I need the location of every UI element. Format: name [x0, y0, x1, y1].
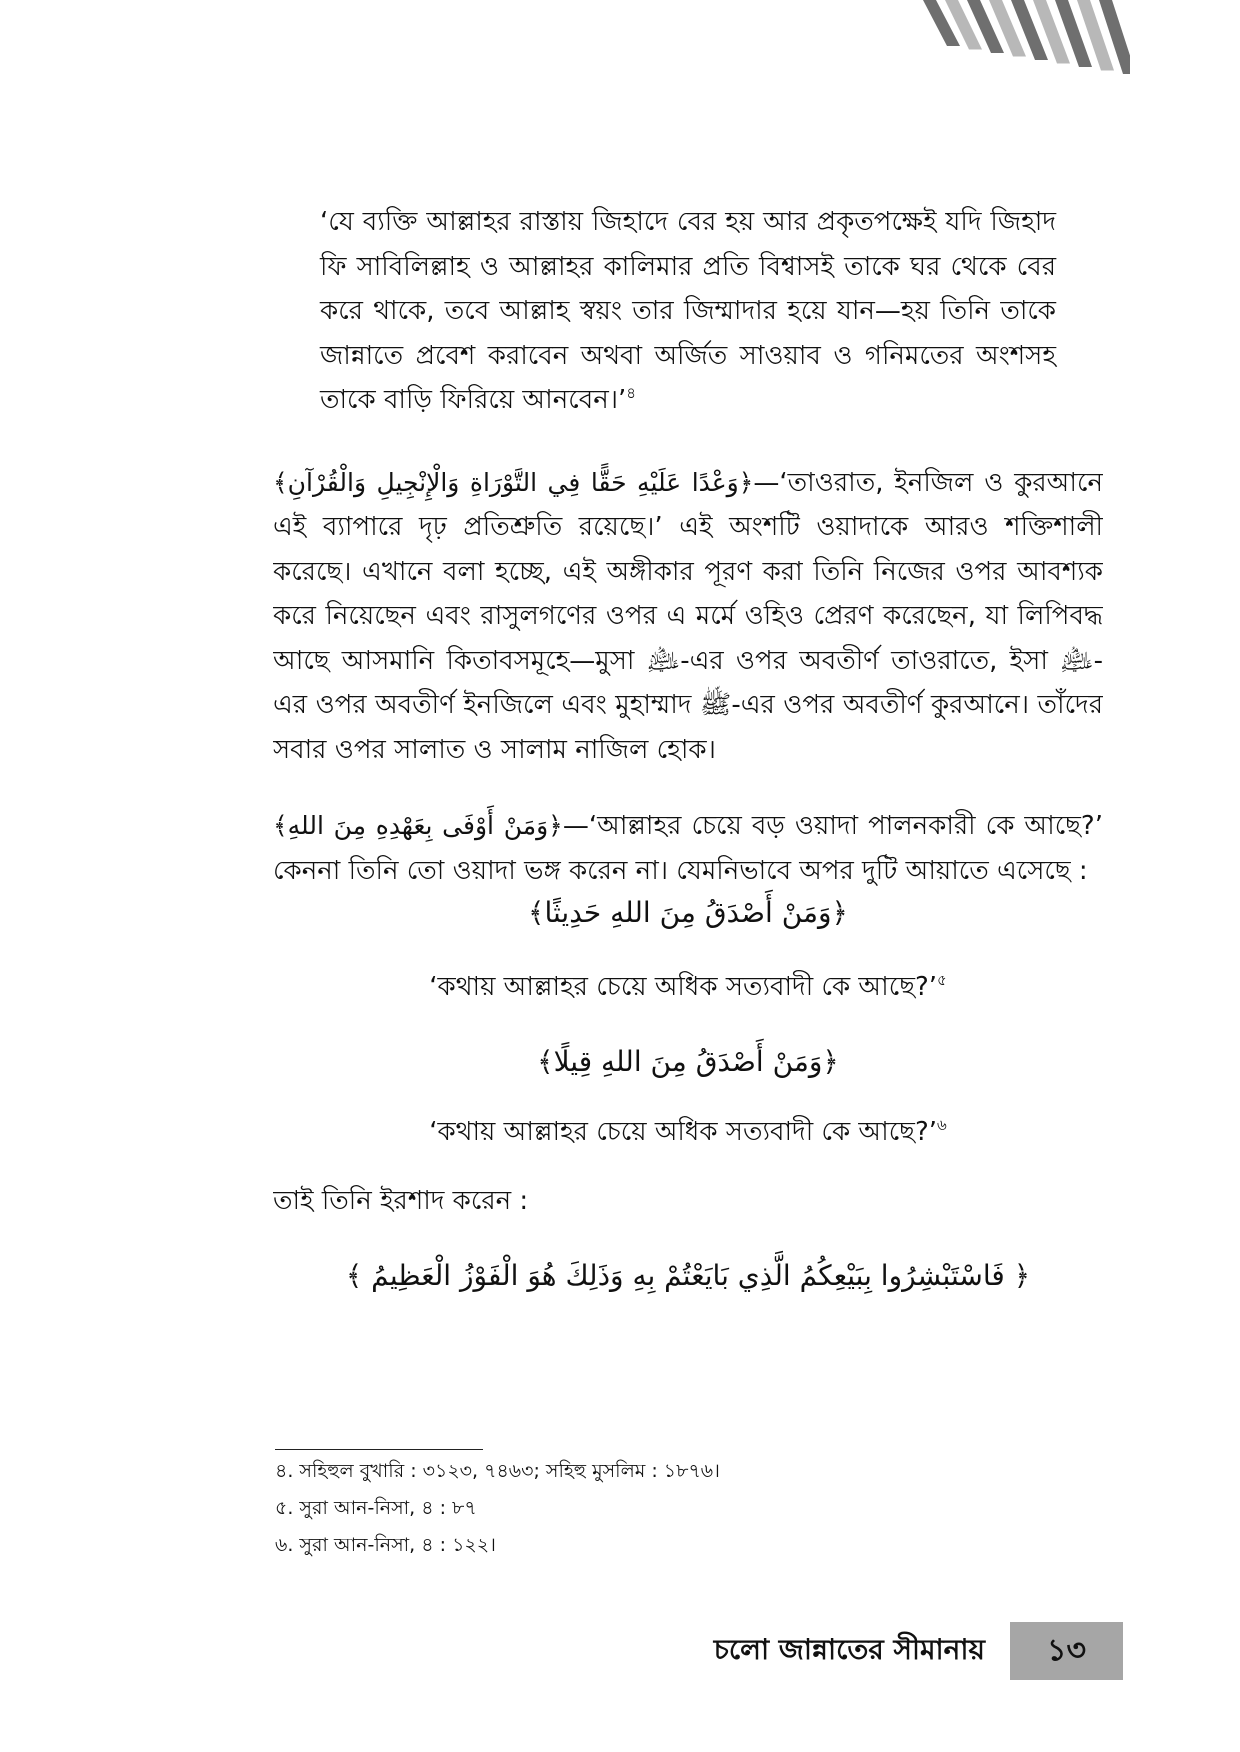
footnotes	[275, 1453, 975, 1564]
corner-stripes-decoration	[915, 0, 1130, 80]
footnote-ref: ৪	[626, 384, 637, 402]
paragraph-text: —‘তাওরাত, ইনজিল ও কুরআনে এই ব্যাপারে দৃঢ় প্রতিশ্রুতি রয়েছে।’ এই অংশটি ওয়াদাকে আরও শক্তিশালী করেছে। এখানে বলা হচ্ছে, এই অঙ্গীকার পূরণ করা তিনি নিজের ওপর আবশ্যক করে নিয়েছেন এবং রাসুলগণের ওপর এ মর্মে ওহিও প্রেরণ করেছেন, যা লিপিবদ্ধ আছে আসমানি কিতাবসমূহে—মুসা ﵇-এর ওপর অবতীর্ণ তাওরাতে, ইসা ﵇-এর ওপর অবতীর্ণ ইনজিলে এবং মুহাম্মাদ ﷺ-এর ওপর অবতীর্ণ কুরআনে। তাঁদের সবার ওপর সালাত ও সালাম নাজিল হোক।	[273, 467, 1103, 765]
paragraph-text: —‘আল্লাহর চেয়ে বড় ওয়াদা পালনকারী কে আছে?’ কেননা তিনি তো ওয়াদা ভঙ্গ করেন না। যেমনিভাবে অপর দুটি আয়াতে এসেছে :	[273, 811, 1103, 886]
page-number: ১৩	[1047, 1632, 1086, 1668]
arabic-verse: ﴿وَمَنْ أَصْدَقُ مِنَ اللهِ قِيلًا﴾	[537, 1044, 839, 1078]
footnote-divider	[275, 1449, 483, 1450]
page-body	[273, 200, 1103, 1298]
arabic-verse-inline: ﴿وَعْدًا عَلَيْهِ حَقًّا فِي التَّوْرَاةِ وَالْإِنْجِيلِ وَالْقُرْآنِ﴾	[273, 467, 754, 497]
footnote: ৬. সুরা আন-নিসা, ৪ : ১২২।	[275, 1534, 496, 1556]
paragraph-promise-in-scriptures	[273, 461, 1103, 773]
lead-in-text: তাই তিনি ইরশাদ করেন :	[273, 1186, 529, 1216]
page-number-badge	[1010, 1622, 1123, 1680]
footnote-ref: ৬	[937, 1115, 947, 1134]
translation-text: ‘কথায় আল্লাহর চেয়ে অধিক সত্যবাদী কে আছে?’	[429, 1116, 938, 1147]
running-footer-book-title: চলো জান্নাতের সীমানায়	[713, 1633, 985, 1666]
verse-translation	[273, 965, 1103, 1010]
footnote: ৫. সুরা আন-নিসা, ৪ : ৮৭	[275, 1497, 477, 1519]
arabic-verse: ﴿وَمَنْ أَصْدَقُ مِنَ اللهِ حَدِيثًا﴾	[528, 896, 848, 929]
quote-text: ‘যে ব্যক্তি আল্লাহর রাস্তায় জিহাদে বের হয় আর প্রকৃতপক্ষেই যদি জিহাদ ফি সাবিলিল্লাহ ও আল্লাহর কালিমার প্রতি বিশ্বাসই তাকে ঘর থেকে বের করে থাকে, তবে আল্লাহ স্বয়ং তার জিম্মাদার হয়ে যান—হয় তিনি তাকে জান্নাতে প্রবেশ করাবেন অথবা অর্জিত সাওয়াব ও গনিমতের অংশসহ তাকে বাড়ি ফিরিয়ে আনবেন।’	[320, 207, 1056, 415]
arabic-verse-final: ﴿ فَاسْتَبْشِرُوا بِبَيْعِكُمُ الَّذِي بَايَعْتُمْ بِهِ وَذَلِكَ هُوَ الْفَوْزُ الْعَظِيمُ ﴾	[345, 1258, 1031, 1292]
verse-translation	[273, 1110, 1103, 1155]
arabic-verse-inline: ﴿وَمَنْ أَوْفَى بِعَهْدِهِ مِنَ اللهِ﴾	[273, 811, 563, 840]
footnote-ref: ৫	[937, 971, 947, 989]
hadith-quote	[320, 200, 1056, 423]
translation-text: ‘কথায় আল্লাহর চেয়ে অধিক সত্যবাদী কে আছে?’	[429, 972, 938, 1002]
footnote: ৪. সহিহুল বুখারি : ৩১২৩, ৭৪৬৩; সহিহু মুসলিম : ১৮৭৬।	[275, 1460, 720, 1482]
paragraph-who-fulfils-promise	[273, 804, 1103, 893]
